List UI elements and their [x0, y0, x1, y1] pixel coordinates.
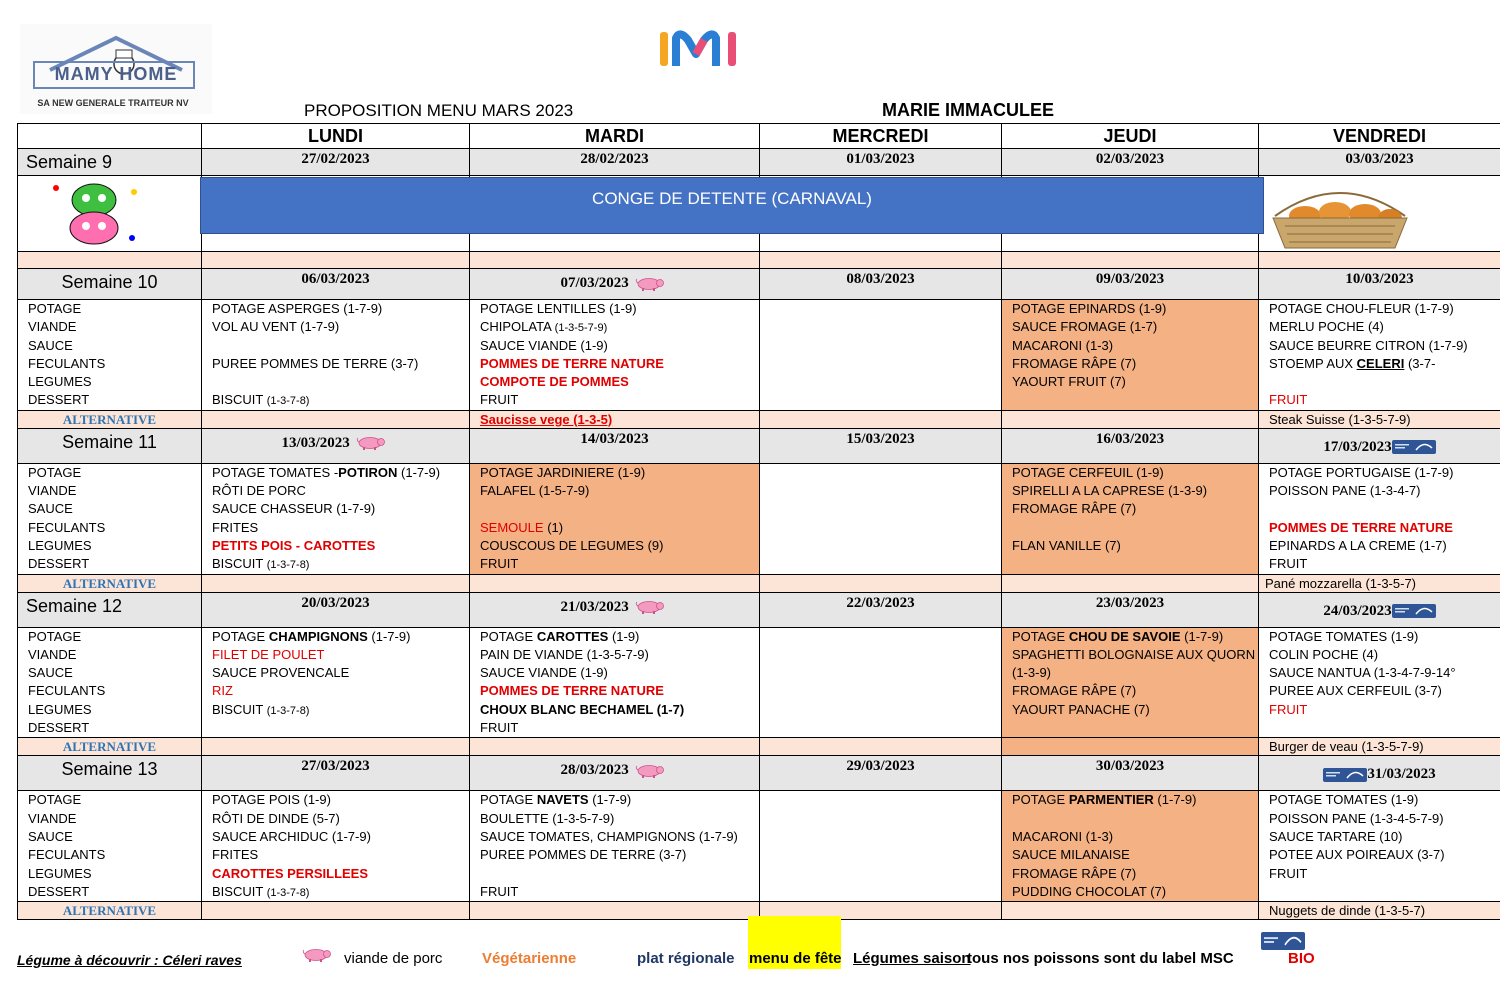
msc-label-icon: [1392, 604, 1436, 618]
holiday-banner: CONGE DE DETENTE (CARNAVAL): [200, 177, 1264, 234]
jeudi-menu: POTAGE CERFEUIL (1-9) SPIRELLI A LA CAPRESE (1-3-9) FROMAGE RÂPE (7) FLAN VANILLE (7): [1002, 463, 1259, 574]
date-cell: 27/03/2023: [202, 756, 470, 791]
mardi-menu: POTAGE NAVETS (1-7-9) BOULETTE (1-3-5-7-9) SAUCE TOMATES, CHAMPIGNONS (1-7-9) PUREE POMMES DE TERRE (3-7) FRUIT: [470, 791, 760, 902]
jeudi-menu: POTAGE CHOU DE SAVOIE (1-7-9) SPAGHETTI BOLOGNAISE AUX QUORN (1-3-9) FROMAGE RÂPE (7) YAOURT PANACHE (7): [1002, 627, 1259, 738]
mardi-menu: POTAGE LENTILLES (1-9) CHIPOLATA (1-3-5-7-9) SAUCE VIANDE (1-9) POMMES DE TERRE NATURE COMPOTE DE POMMES FRUIT: [470, 300, 760, 411]
date-cell: 14/03/2023: [470, 428, 760, 463]
vendredi-menu: POTAGE PORTUGAISE (1-7-9) POISSON PANE (1-3-4-7) POMMES DE TERRE NATURE EPINARDS A LA CREME (1-7) FRUIT: [1259, 463, 1500, 574]
day-mardi: MARDI: [470, 124, 760, 149]
mamy-home-logo: [20, 24, 212, 114]
corner-cell: [18, 124, 202, 149]
date-cell: 16/03/2023: [1002, 428, 1259, 463]
date-cell: 10/03/2023: [1259, 269, 1500, 300]
date-cell: 20/03/2023: [202, 592, 470, 627]
week9-date-row: [18, 149, 1500, 176]
category-list: POTAGE VIANDE SAUCE FECULANTS LEGUMES DESSERT: [18, 463, 202, 574]
date-cell: 01/03/2023: [760, 149, 1002, 176]
date-cell: 06/03/2023: [202, 269, 470, 300]
mercredi-menu: [760, 791, 1002, 902]
day-header-row: [18, 124, 1500, 149]
date-cell: 24/03/2023: [1323, 602, 1392, 619]
date-cell: 09/03/2023: [1002, 269, 1259, 300]
legend-porc: viande de porc: [344, 950, 443, 967]
alternative-dish: Steak Suisse (1-3-5-7-9): [1259, 410, 1500, 428]
vendredi-menu: POTAGE TOMATES (1-9) COLIN POCHE (4) SAUCE NANTUA (1-3-4-7-9-14° PUREE AUX CERFEUIL (3-7) FRUIT: [1259, 627, 1500, 738]
date-cell: 17/03/2023: [1323, 438, 1392, 455]
bread-basket-icon: [1265, 178, 1415, 250]
alternative-dish: Pané mozzarella (1-3-5-7): [1259, 574, 1500, 592]
date-cell: 15/03/2023: [760, 428, 1002, 463]
legend-bio: BIO: [1288, 950, 1315, 967]
pig-icon: [300, 948, 336, 962]
mardi-menu: POTAGE JARDINIERE (1-9) FALAFEL (1-5-7-9) SEMOULE (1) COUSCOUS DE LEGUMES (9) FRUIT: [470, 463, 760, 574]
date-cell: 07/03/2023: [560, 275, 629, 291]
date-cell: 30/03/2023: [1002, 756, 1259, 791]
pig-icon: [633, 600, 669, 614]
alternative-label: ALTERNATIVE: [18, 410, 202, 428]
week-label: Semaine 10: [18, 269, 202, 300]
week10-alternative-row: [18, 410, 1500, 428]
date-cell: 27/02/2023: [202, 149, 470, 176]
lundi-menu: POTAGE CHAMPIGNONS (1-7-9) FILET DE POULET SAUCE PROVENCALE RIZ BISCUIT (1-3-7-8): [202, 627, 470, 738]
mercredi-menu: [760, 300, 1002, 411]
lundi-menu: POTAGE ASPERGES (1-7-9) VOL AU VENT (1-7-9) PUREE POMMES DE TERRE (3-7) BISCUIT (1-3-7-8): [202, 300, 470, 411]
category-list: POTAGE VIANDE SAUCE FECULANTS LEGUMES DESSERT: [18, 300, 202, 411]
logo-main-text: MAMY HOME: [54, 64, 178, 84]
legend-vegetarienne: Végétarienne: [482, 950, 577, 967]
alternative-label: ALTERNATIVE: [18, 574, 202, 592]
pig-icon: [354, 436, 390, 450]
carnival-masks-icon: [44, 178, 144, 250]
lundi-menu: POTAGE TOMATES -POTIRON (1-7-9) RÔTI DE PORC SAUCE CHASSEUR (1-7-9) FRITES PETITS POIS - CAROTTES BISCUIT (1-3-7-8): [202, 463, 470, 574]
alternative-dish: Nuggets de dinde (1-3-5-7): [1259, 902, 1500, 920]
alternative-label: ALTERNATIVE: [18, 738, 202, 756]
week-label: Semaine 12: [18, 592, 202, 627]
bread-basket-cell: [1259, 176, 1500, 252]
msc-label-icon: [1261, 932, 1305, 950]
msc-label-icon: [1323, 768, 1367, 782]
legend-decouvrir: Légume à découvrir : Céleri raves: [17, 952, 242, 968]
legend-fete: menu de fête: [749, 950, 842, 967]
vendredi-menu: POTAGE TOMATES (1-9) POISSON PANE (1-3-4-5-7-9) SAUCE TARTARE (10) POTEE AUX POIREAUX (3-7) FRUIT: [1259, 791, 1500, 902]
week10-menu-row: [18, 300, 1500, 411]
legend-msc: tous nos poissons sont du label MSC: [967, 950, 1234, 967]
date-cell: 28/02/2023: [470, 149, 760, 176]
pig-icon: [633, 764, 669, 778]
category-list: POTAGE VIANDE SAUCE FECULANTS LEGUMES DESSERT: [18, 627, 202, 738]
date-cell: 23/03/2023: [1002, 592, 1259, 627]
vendredi-menu: POTAGE CHOU-FLEUR (1-7-9) MERLU POCHE (4) SAUCE BEURRE CITRON (1-7-9) STOEMP AUX CELERI (3-7- FRUIT: [1259, 300, 1500, 411]
date-cell: 08/03/2023: [760, 269, 1002, 300]
day-vendredi: VENDREDI: [1259, 124, 1500, 149]
day-jeudi: JEUDI: [1002, 124, 1259, 149]
alternative-dish: Saucisse vege (1-3-5): [480, 411, 613, 427]
day-mercredi: MERCREDI: [760, 124, 1002, 149]
week10-date-row: [18, 269, 1500, 300]
imi-logo: [648, 18, 754, 88]
week13-date-row: [18, 756, 1500, 791]
date-cell: 22/03/2023: [760, 592, 1002, 627]
lundi-menu: POTAGE POIS (1-9) RÔTI DE DINDE (5-7) SAUCE ARCHIDUC (1-7-9) FRITES CAROTTES PERSILLEES BISCUIT (1-3-7-8): [202, 791, 470, 902]
alternative-dish: Burger de veau (1-3-5-7-9): [1259, 738, 1500, 756]
logo-subtitle: SA NEW GENERALE TRAITEUR NV: [37, 98, 189, 108]
legend-saison: Légumes saison: [853, 950, 971, 967]
day-lundi: LUNDI: [202, 124, 470, 149]
legend-regional: plat régionale: [637, 950, 735, 967]
week-label: Semaine 11: [18, 428, 202, 463]
pig-icon: [633, 277, 669, 291]
date-cell: 29/03/2023: [760, 756, 1002, 791]
date-cell: 13/03/2023: [281, 434, 350, 451]
category-list: POTAGE VIANDE SAUCE FECULANTS LEGUMES DESSERT: [18, 791, 202, 902]
week12-alternative-row: [18, 738, 1500, 756]
mercredi-menu: [760, 627, 1002, 738]
date-cell: 21/03/2023: [560, 598, 629, 615]
school-name: MARIE IMMACULEE: [882, 100, 1054, 120]
date-cell: 02/03/2023: [1002, 149, 1259, 176]
alternative-label: ALTERNATIVE: [18, 902, 202, 920]
menu-table: [17, 123, 1500, 920]
week12-menu-row: [18, 627, 1500, 738]
date-cell: 03/03/2023: [1259, 149, 1500, 176]
carnival-image-cell: [18, 176, 202, 252]
date-cell: 31/03/2023: [1367, 766, 1436, 783]
date-cell: 28/03/2023: [560, 762, 629, 779]
mercredi-menu: [760, 463, 1002, 574]
week-label: Semaine 13: [18, 756, 202, 791]
week13-menu-row: [18, 791, 1500, 902]
menu-title: PROPOSITION MENU MARS 2023: [304, 101, 574, 120]
week11-menu-row: [18, 463, 1500, 574]
week11-date-row: [18, 428, 1500, 463]
week-label: Semaine 9: [18, 149, 202, 176]
mardi-menu: POTAGE CAROTTES (1-9) PAIN DE VIANDE (1-3-5-7-9) SAUCE VIANDE (1-9) POMMES DE TERRE NATURE CHOUX BLANC BECHAMEL (1-7) FRUIT: [470, 627, 760, 738]
jeudi-menu: POTAGE PARMENTIER (1-7-9) MACARONI (1-3) SAUCE MILANAISE FROMAGE RÂPE (7) PUDDING CHOCOLAT (7): [1002, 791, 1259, 902]
msc-label-icon: [1392, 440, 1436, 454]
week11-alternative-row: [18, 574, 1500, 592]
jeudi-menu: POTAGE EPINARDS (1-9) SAUCE FROMAGE (1-7) MACARONI (1-3) FROMAGE RÂPE (7) YAOURT FRUIT (7): [1002, 300, 1259, 411]
week12-date-row: [18, 592, 1500, 627]
